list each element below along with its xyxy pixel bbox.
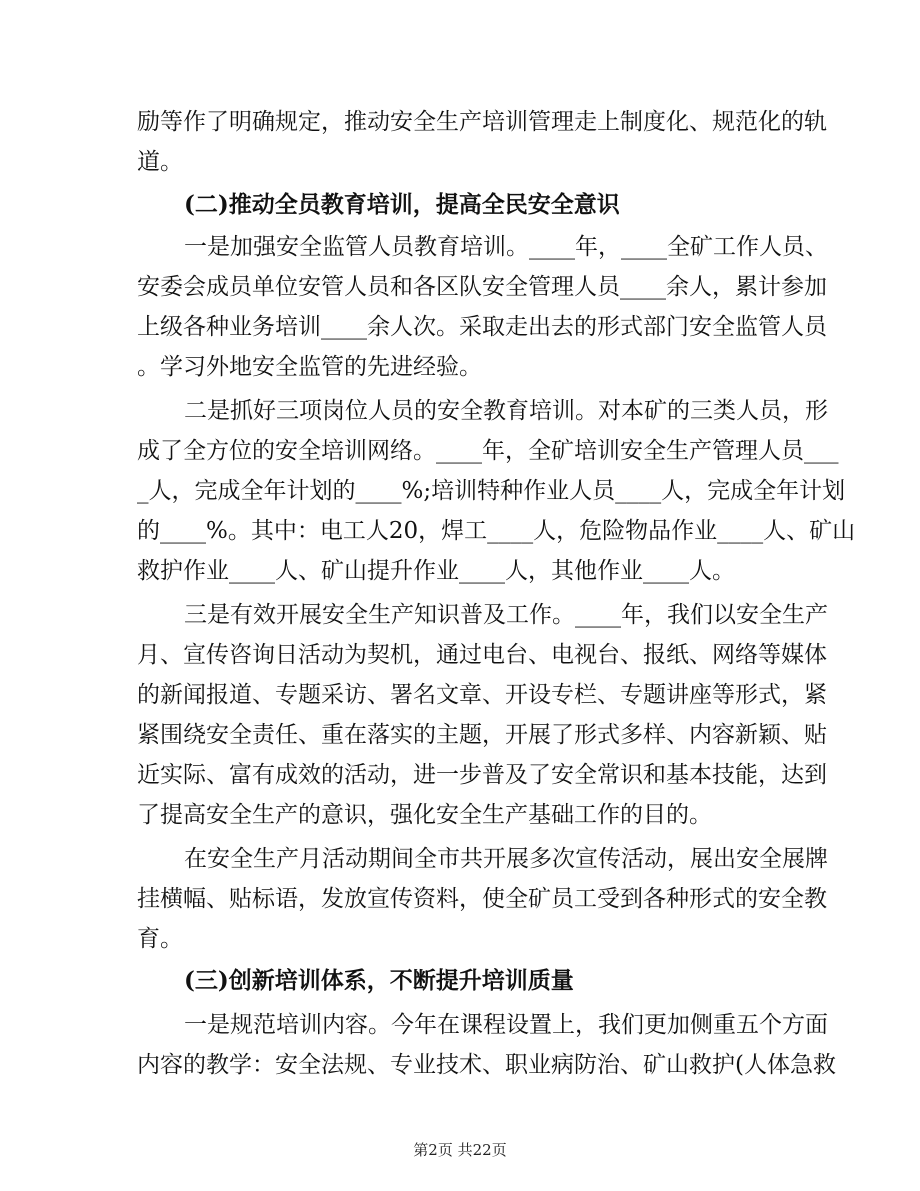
page-number-footer: 第2页 共22页 (413, 1141, 507, 1159)
paragraph-line: 近实际、富有成效的活动，进一步普及了安全常识和基本技能，达到 (137, 762, 827, 788)
section-heading: (二)推动全员教育培训，提高全民安全意识 (184, 191, 620, 218)
paragraph-line: 救护作业____人、矿山提升作业____人，其他作业____人。 (137, 558, 735, 584)
paragraph-line: 成了全方位的安全培训网络。____年，全矿培训安全生产管理人员___ (137, 438, 839, 464)
paragraph-line: 的新闻报道、专题采访、署名文章、开设专栏、专题讲座等形式，紧 (137, 682, 827, 708)
paragraph-line: 励等作了明确规定，推动安全生产培训管理走上制度化、规范化的轨 (137, 109, 827, 135)
paragraph-line: 紧围绕安全责任、重在落实的主题，开展了形式多样、内容新颖、贴 (137, 722, 827, 748)
paragraph-line: 内容的教学：安全法规、专业技术、职业病防治、矿山救护(人体急救 (137, 1052, 836, 1078)
paragraph-line: _人，完成全年计划的____%;培训特种作业人员____人，完成全年计划 (137, 478, 846, 504)
paragraph-line: 二是抓好三项岗位人员的安全教育培训。对本矿的三类人员，形 (184, 398, 828, 424)
paragraph-line: 一是加强安全监管人员教育培训。____年，____全矿工作人员、 (184, 234, 828, 260)
paragraph-line: 育。 (137, 926, 183, 952)
paragraph-line: 挂横幅、贴标语，发放宣传资料，使全矿员工受到各种形式的安全教 (137, 886, 827, 912)
paragraph-line: 。学习外地安全监管的先进经验。 (137, 354, 482, 380)
paragraph-line: 的____%。其中：电工人20，焊工____人，危险物品作业____人、矿山 (137, 518, 856, 544)
paragraph-line: 在安全生产月活动期间全市共开展多次宣传活动，展出安全展牌 (184, 846, 828, 872)
paragraph-line: 了提高安全生产的意识，强化安全生产基础工作的目的。 (137, 802, 712, 828)
paragraph-line: 上级各种业务培训____余人次。采取走出去的形式部门安全监管人员 (137, 314, 827, 340)
paragraph-line: 一是规范培训内容。今年在课程设置上，我们更加侧重五个方面 (184, 1012, 828, 1038)
paragraph-line: 三是有效开展安全生产知识普及工作。____年，我们以安全生产 (184, 602, 828, 628)
section-heading: (三)创新培训体系，不断提升培训质量 (184, 967, 574, 994)
paragraph-line: 道。 (137, 149, 183, 175)
paragraph-line: 月、宣传咨询日活动为契机，通过电台、电视台、报纸、网络等媒体 (137, 642, 827, 668)
paragraph-line: 安委会成员单位安管人员和各区队安全管理人员____余人，累计参加 (137, 274, 827, 300)
